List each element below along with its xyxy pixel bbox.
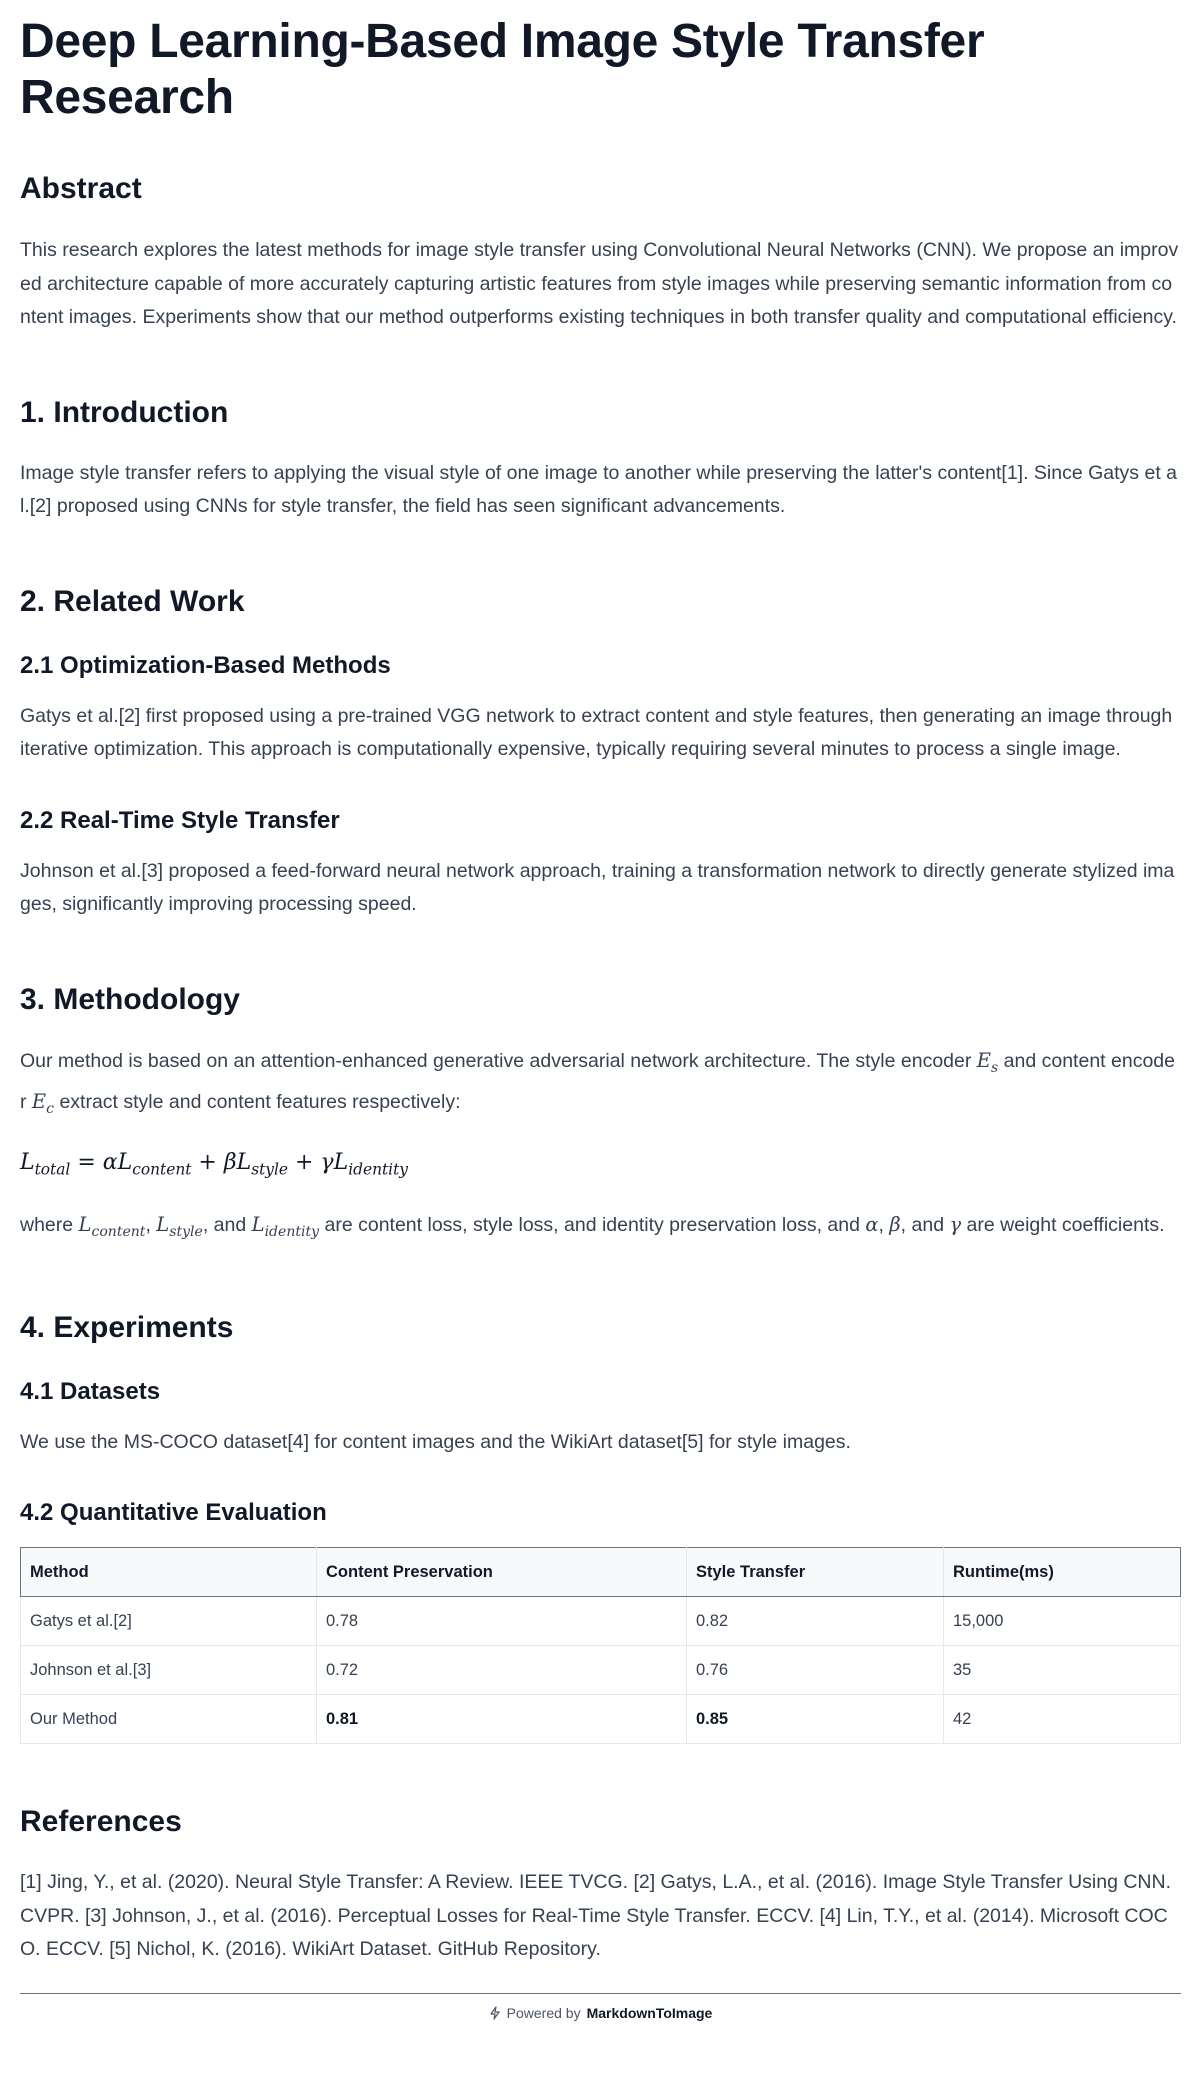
- content-loss-symbol: $L_{content}$: [78, 1213, 146, 1241]
- column-header: Style Transfer: [687, 1548, 944, 1597]
- column-header: Method: [21, 1548, 317, 1597]
- formula-explanation: [20, 1208, 1180, 1249]
- references-section: [20, 1802, 1180, 1967]
- table-cell: 35: [944, 1646, 1181, 1695]
- experiments-section: [20, 1308, 1180, 1745]
- table-cell: Our Method: [21, 1695, 317, 1744]
- related-work-heading: 2. Related Work: [20, 584, 245, 618]
- table-cell: 0.78: [317, 1597, 687, 1646]
- identity-loss-symbol: $L_{identity}$: [251, 1213, 320, 1241]
- table-cell: 0.76: [687, 1646, 944, 1695]
- table-row: [21, 1597, 1181, 1646]
- gamma-symbol: γ: [949, 1213, 962, 1237]
- table-cell-best: 0.85: [687, 1695, 944, 1744]
- explanation-text-1: where: [20, 1214, 79, 1237]
- introduction-text: Image style transfer refers to applying the visual style of one image to another while preserving the latter's content[1]. Since Gatys et al.[2] proposed using CNNs for style transfer, the field has seen significant advancements.: [20, 461, 1177, 517]
- brand-name: MarkdownToImage: [586, 2004, 713, 2021]
- datasets-text: We use the MS-COCO dataset[4] for content images and the WikiArt dataset[5] for style images.: [20, 1430, 851, 1453]
- page-title: Deep Learning-Based Image Style Transfer Research: [20, 15, 985, 124]
- table-cell: 0.82: [687, 1597, 944, 1646]
- table-cell: Gatys et al.[2]: [21, 1597, 317, 1646]
- abstract-heading: Abstract: [20, 172, 142, 205]
- column-header: Content Preservation: [317, 1548, 687, 1597]
- loss-formula: $L_{total} = \alpha L_{content} + \beta L_{style} + \gamma L_{identity}$: [20, 1150, 408, 1179]
- content-encoder-symbol: $E_c$: [31, 1089, 55, 1117]
- powered-by-label: Powered by: [506, 2004, 581, 2021]
- column-header: Runtime(ms): [944, 1548, 1181, 1597]
- realtime-transfer-heading: 2.2 Real-Time Style Transfer: [20, 806, 340, 834]
- results-table: [20, 1547, 1181, 1744]
- explanation-text-3: , and: [202, 1214, 252, 1237]
- lightning-icon: [489, 2006, 501, 2020]
- references-text: [1] Jing, Y., et al. (2020). Neural Style Transfer: A Review. IEEE TVCG. [2] Gatys, L.A., et al. (2016). Image Style Transfer Using CNN. CVPR. [3] Johnson, J., et al. (2016). Perceptual Losses for Real-Time Style Transfer. ECCV. [4] Lin, T.Y., et al. (2014). Microsoft COCO. ECCV. [5] Nichol, K. (2016). WikiArt Dataset. GitHub Repository.: [20, 1871, 1172, 1961]
- table-cell: Johnson et al.[3]: [21, 1646, 317, 1695]
- beta-symbol: β: [889, 1213, 901, 1237]
- methodology-paragraph: [20, 1044, 1180, 1127]
- table-header-row: [21, 1548, 1181, 1597]
- optimization-methods-heading: 2.1 Optimization-Based Methods: [20, 651, 391, 679]
- introduction-section: [20, 393, 1180, 524]
- abstract-text: This research explores the latest methods for image style transfer using Convolutional Neural Networks (CNN). We propose an improved architecture capable of more accurately capturing artistic features from style images while preserving semantic information from content images. Experiments show that our method outperforms existing techniques in both transfer quality and computational efficiency.: [20, 239, 1179, 328]
- explanation-text-2: ,: [145, 1214, 157, 1237]
- datasets-heading: 4.1 Datasets: [20, 1377, 161, 1405]
- style-encoder-symbol: $E_s$: [976, 1048, 999, 1076]
- table-cell: 15,000: [944, 1597, 1181, 1646]
- quantitative-heading: 4.2 Quantitative Evaluation: [20, 1499, 327, 1527]
- alpha-symbol: α: [865, 1213, 879, 1237]
- table-cell: 42: [944, 1695, 1181, 1744]
- methodology-text-1: Our method is based on an attention-enhanced generative adversarial network architecture. The style encoder: [20, 1049, 977, 1072]
- methodology-text-2: and content encoder: [20, 1049, 1175, 1113]
- methodology-heading: 3. Methodology: [20, 982, 240, 1016]
- references-heading: References: [20, 1805, 182, 1839]
- abstract-section: [20, 169, 1180, 335]
- table-cell: 0.72: [317, 1646, 687, 1695]
- realtime-transfer-text: Johnson et al.[3] proposed a feed-forward neural network approach, training a transformation network to directly generate stylized images, significantly improving processing speed.: [20, 859, 1175, 915]
- table-row: [21, 1695, 1181, 1744]
- related-work-section: [20, 582, 1180, 922]
- optimization-methods-text: Gatys et al.[2] first proposed using a pre-trained VGG network to extract content and style features, then generating an image through iterative optimization. This approach is computationally expensive, typically requiring several minutes to process a single image.: [20, 704, 1173, 760]
- table-cell-best: 0.81: [317, 1695, 687, 1744]
- style-loss-symbol: $L_{style}$: [156, 1213, 203, 1241]
- table-row: [21, 1646, 1181, 1695]
- experiments-heading: 4. Experiments: [20, 1310, 234, 1344]
- introduction-heading: 1. Introduction: [20, 395, 229, 429]
- explanation-text-6: , and: [900, 1214, 950, 1237]
- explanation-text-4: are content loss, style loss, and identity preservation loss, and: [319, 1214, 866, 1237]
- methodology-text-3: extract style and content features respectively:: [54, 1090, 461, 1113]
- explanation-text-7: are weight coefficients.: [961, 1214, 1165, 1237]
- explanation-text-5: ,: [878, 1214, 890, 1237]
- methodology-section: [20, 980, 1180, 1250]
- footer: [20, 1994, 1181, 2032]
